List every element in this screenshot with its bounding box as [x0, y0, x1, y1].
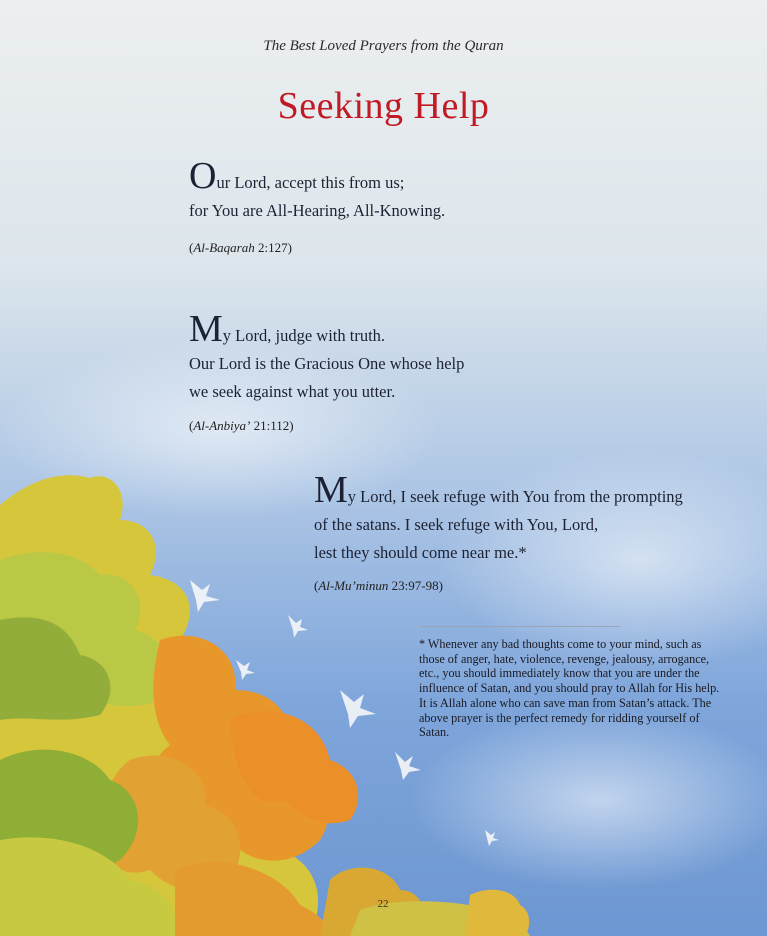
prayer-line: lest they should come near me.*: [314, 543, 527, 562]
prayer-3: [314, 469, 683, 567]
verse-number: 21:112: [253, 418, 290, 433]
prayer-line: Our Lord is the Gracious One whose help: [189, 354, 465, 373]
dropcap: O: [189, 155, 217, 197]
footnote: * Whenever any bad thoughts come to your mind, such as those of anger, hate, violence, revenge, jealousy, arrogance, etc., you should immediately know that you are under the influence of Satan, and you should pray to Allah for His help. It is Allah alone who can save man from Satan’s attack. The above prayer is the perfect remedy for ridding yourself of Satan.: [419, 637, 720, 740]
verse-number: 2:127: [257, 240, 288, 255]
footnote-divider: [420, 626, 620, 627]
prayer-2: [189, 308, 465, 406]
page-title: Seeking Help: [277, 85, 490, 127]
dropcap: M: [189, 308, 223, 350]
page-number: 22: [377, 898, 389, 910]
prayer-line: y Lord, judge with truth.: [222, 326, 386, 345]
prayer-1: [189, 155, 446, 225]
surah-name: Al-Mu’minun: [318, 578, 389, 593]
prayer-line: of the satans. I seek refuge with You, Lord,: [314, 515, 599, 534]
prayer-line: y Lord, I seek refuge with You from the prompting: [347, 487, 683, 506]
surah-name: Al-Baqarah: [193, 240, 255, 255]
prayer-line: ur Lord, accept this from us;: [216, 173, 405, 192]
verse-reference: (Al-Anbiya’ 21:112): [189, 418, 294, 433]
surah-name: Al-Anbiya’: [193, 418, 251, 433]
verse-number: 23:97-98: [391, 578, 439, 593]
verse-reference: (Al-Baqarah 2:127): [189, 240, 292, 255]
prayer-line: we seek against what you utter.: [189, 382, 396, 401]
prayer-line: for You are All-Hearing, All-Knowing.: [189, 201, 446, 220]
dropcap: M: [314, 469, 348, 511]
verse-reference: (Al-Mu’minun 23:97-98): [314, 578, 443, 593]
running-header: The Best Loved Prayers from the Quran: [263, 38, 504, 54]
